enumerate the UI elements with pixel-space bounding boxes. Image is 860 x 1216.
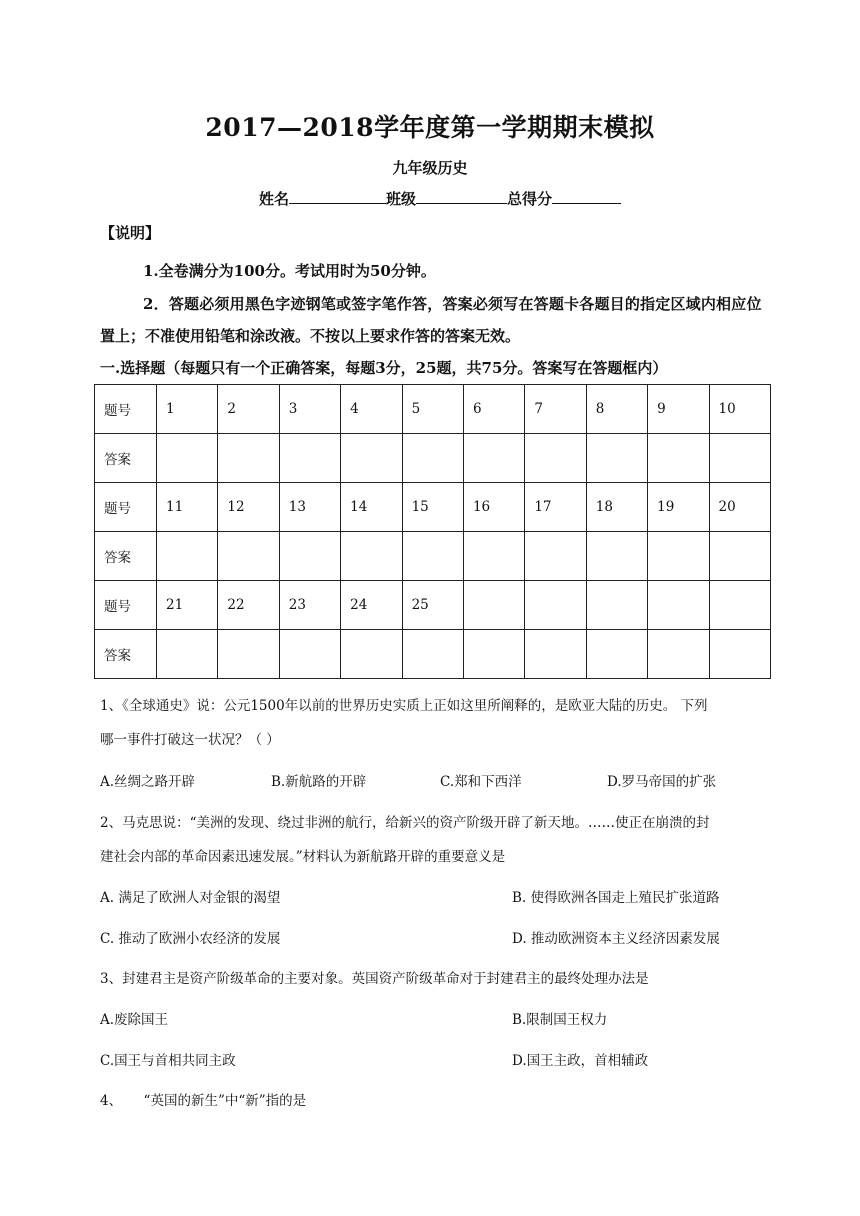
question-number-cell: 20 xyxy=(709,483,770,532)
question-number-cell: 15 xyxy=(402,483,463,532)
question-number-cell: 19 xyxy=(648,483,709,532)
table-row xyxy=(95,483,771,532)
name-label: 姓名 xyxy=(259,190,290,208)
question-4-line-1: 4、 “英国的新生”中“新”指的是 xyxy=(100,1093,307,1109)
answer-cell[interactable] xyxy=(709,532,770,581)
answer-cell[interactable] xyxy=(218,630,279,679)
answer-cell[interactable] xyxy=(463,532,524,581)
answer-label: 答案 xyxy=(95,532,157,581)
note-item-2-line-1: 2．答题必须用黑色字迹钢笔或签字笔作答，答案必须写在答题卡各题目的指定区域内相应位 xyxy=(143,295,762,313)
question-number-cell: 25 xyxy=(402,581,463,630)
table-row xyxy=(95,434,771,483)
notes-heading: 【说明】 xyxy=(100,224,161,242)
note-item-2-line-2: 置上；不准使用铅笔和涂改液。不按以上要求作答的答案无效。 xyxy=(100,327,521,345)
question-number-cell: 2 xyxy=(218,385,279,434)
answer-cell[interactable] xyxy=(463,630,524,679)
answer-cell[interactable] xyxy=(586,434,647,483)
question-number-cell xyxy=(525,581,586,630)
answer-cell[interactable] xyxy=(218,532,279,581)
exam-title: 2017—2018学年度第一学期期末模拟 xyxy=(205,113,655,142)
question-number-cell: 13 xyxy=(279,483,340,532)
class-blank[interactable] xyxy=(416,189,507,204)
answer-cell[interactable] xyxy=(341,630,402,679)
question-2-option-c[interactable]: C. 推动了欧洲小农经济的发展 xyxy=(100,931,281,947)
name-blank[interactable] xyxy=(289,189,386,204)
table-row xyxy=(95,532,771,581)
answer-cell[interactable] xyxy=(525,630,586,679)
table-row xyxy=(95,581,771,630)
question-number-cell: 8 xyxy=(586,385,647,434)
section-1-heading: 一.选择题（每题只有一个正确答案，每题3分，25题，共75分。答案写在答题框内） xyxy=(100,359,668,377)
question-number-cell: 16 xyxy=(463,483,524,532)
answer-cell[interactable] xyxy=(341,434,402,483)
class-label: 班级 xyxy=(386,190,417,208)
question-2-option-a[interactable]: A. 满足了欧洲人对金银的渴望 xyxy=(100,890,281,906)
answer-cell[interactable] xyxy=(157,630,218,679)
question-3-option-b[interactable]: B.限制国王权力 xyxy=(512,1012,608,1028)
question-number-cell: 11 xyxy=(157,483,218,532)
question-1-option-c[interactable]: C.郑和下西洋 xyxy=(440,774,522,790)
answer-cell[interactable] xyxy=(157,434,218,483)
question-1-line-1: 1、《全球通史》说：公元1500年以前的世界历史实质上正如这里所阐释的，是欧亚大陆的历史。 下列 xyxy=(100,698,708,714)
answer-cell[interactable] xyxy=(279,532,340,581)
answer-cell[interactable] xyxy=(586,630,647,679)
question-3-option-d[interactable]: D.国王主政，首相辅政 xyxy=(512,1053,649,1069)
question-1-option-b[interactable]: B.新航路的开辟 xyxy=(271,774,367,790)
question-number-cell: 4 xyxy=(341,385,402,434)
answer-cell[interactable] xyxy=(709,630,770,679)
question-number-label: 题号 xyxy=(95,483,157,532)
question-number-cell xyxy=(648,581,709,630)
question-1-option-a[interactable]: A.丝绸之路开辟 xyxy=(100,774,196,790)
question-number-cell xyxy=(709,581,770,630)
question-3-option-a[interactable]: A.废除国王 xyxy=(100,1012,169,1028)
score-label: 总得分 xyxy=(507,190,553,208)
answer-table xyxy=(94,384,771,679)
exam-subtitle: 九年级历史 xyxy=(392,159,468,177)
question-number-cell: 1 xyxy=(157,385,218,434)
question-2-line-1: 2、马克思说：“美洲的发现、绕过非洲的航行，给新兴的资产阶级开辟了新天地。……使正在崩溃的封 xyxy=(100,815,710,831)
answer-cell[interactable] xyxy=(279,434,340,483)
question-number-cell: 22 xyxy=(218,581,279,630)
question-number-cell: 5 xyxy=(402,385,463,434)
question-1-line-2: 哪一事件打破这一状况？（ ） xyxy=(100,732,280,748)
answer-cell[interactable] xyxy=(709,434,770,483)
question-number-cell: 18 xyxy=(586,483,647,532)
question-number-cell: 3 xyxy=(279,385,340,434)
question-number-cell: 21 xyxy=(157,581,218,630)
answer-cell[interactable] xyxy=(463,434,524,483)
question-number-cell: 23 xyxy=(279,581,340,630)
table-row xyxy=(95,630,771,679)
answer-cell[interactable] xyxy=(218,434,279,483)
answer-cell[interactable] xyxy=(402,532,463,581)
answer-label: 答案 xyxy=(95,630,157,679)
question-number-cell: 7 xyxy=(525,385,586,434)
answer-cell[interactable] xyxy=(648,532,709,581)
question-1-option-d[interactable]: D.罗马帝国的扩张 xyxy=(607,774,717,790)
table-row xyxy=(95,385,771,434)
question-number-cell xyxy=(586,581,647,630)
question-number-cell: 12 xyxy=(218,483,279,532)
note-item-1: 1.全卷满分为100分。考试用时为50分钟。 xyxy=(143,262,436,280)
answer-cell[interactable] xyxy=(525,532,586,581)
question-3-option-c[interactable]: C.国王与首相共同主政 xyxy=(100,1053,236,1069)
question-2-line-2: 建社会内部的革命因素迅速发展。”材料认为新航路开辟的重要意义是 xyxy=(100,849,506,865)
answer-cell[interactable] xyxy=(402,434,463,483)
question-number-cell: 9 xyxy=(648,385,709,434)
question-number-cell: 10 xyxy=(709,385,770,434)
question-2-option-b[interactable]: B. 使得欧洲各国走上殖民扩张道路 xyxy=(512,890,720,906)
question-number-cell: 6 xyxy=(463,385,524,434)
question-number-cell: 14 xyxy=(341,483,402,532)
answer-cell[interactable] xyxy=(279,630,340,679)
question-number-cell: 24 xyxy=(341,581,402,630)
question-number-label: 题号 xyxy=(95,581,157,630)
student-info-line xyxy=(259,188,621,209)
score-blank[interactable] xyxy=(552,189,621,204)
answer-cell[interactable] xyxy=(341,532,402,581)
answer-cell[interactable] xyxy=(402,630,463,679)
answer-label: 答案 xyxy=(95,434,157,483)
question-2-option-d[interactable]: D. 推动欧洲资本主义经济因素发展 xyxy=(512,931,720,947)
answer-cell[interactable] xyxy=(648,630,709,679)
question-number-label: 题号 xyxy=(95,385,157,434)
answer-cell[interactable] xyxy=(586,532,647,581)
answer-cell[interactable] xyxy=(648,434,709,483)
answer-cell[interactable] xyxy=(157,532,218,581)
answer-cell[interactable] xyxy=(525,434,586,483)
question-3-line-1: 3、封建君主是资产阶级革命的主要对象。英国资产阶级革命对于封建君主的最终处理办法是 xyxy=(100,971,649,987)
question-number-cell xyxy=(463,581,524,630)
question-number-cell: 17 xyxy=(525,483,586,532)
